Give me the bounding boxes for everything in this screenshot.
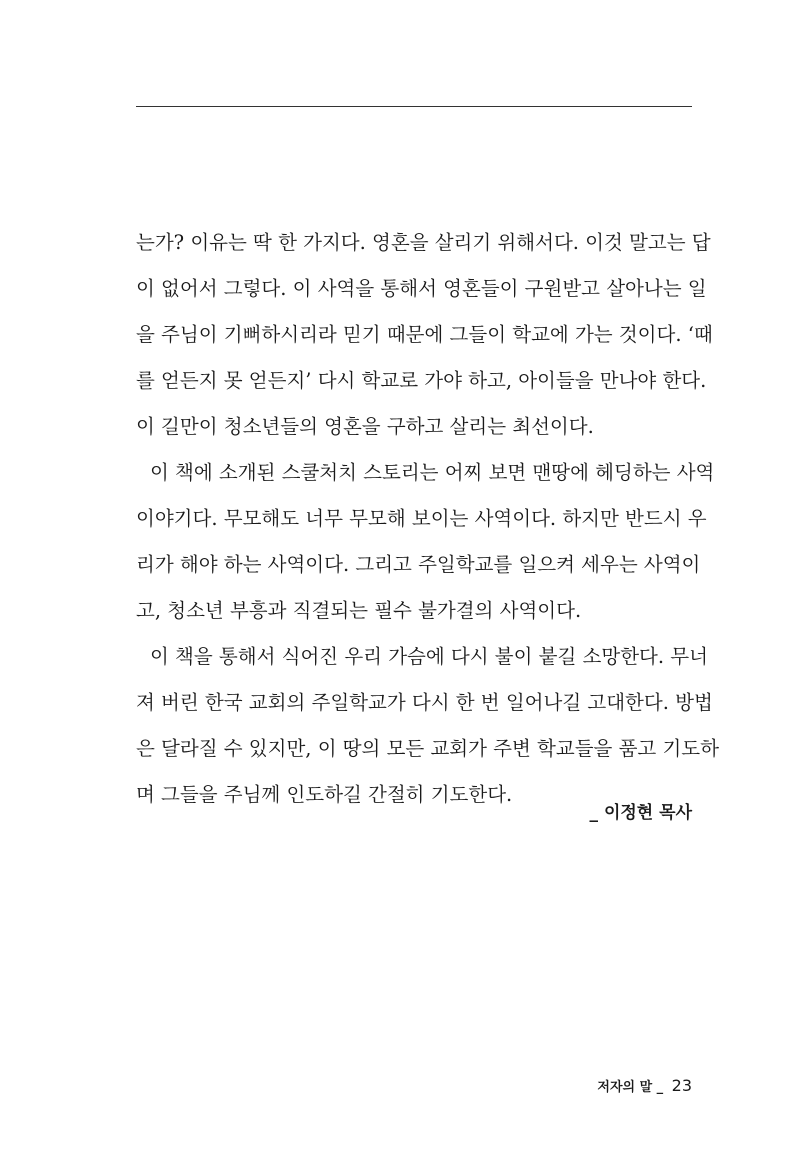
page-footer	[597, 1076, 692, 1095]
text-line: 을 주님이 기뻐하시리라 믿기 때문에 그들이 학교에 가는 것이다. ‘때	[136, 323, 713, 346]
section-title: 저자의 말 _	[597, 1080, 664, 1095]
body-text	[136, 220, 719, 818]
text-line: 를 얻든지 못 얻든지’ 다시 학교로 가야 하고, 아이들을 만나야 한다.	[136, 369, 707, 392]
text-line: 는가? 이유는 딱 한 가지다. 영혼을 살리기 위해서다. 이것 말고는 답	[136, 231, 711, 254]
text-line: 이야기다. 무모해도 너무 무모해 보이는 사역이다. 하지만 반드시 우	[136, 507, 707, 530]
text-line: 져 버린 한국 교회의 주일학교가 다시 한 번 일어나길 고대한다. 방법	[136, 691, 713, 714]
text-line: 이 책을 통해서 식어진 우리 가슴에 다시 불이 붙길 소망한다. 무너	[150, 645, 708, 668]
text-line: 리가 해야 하는 사역이다. 그리고 주일학교를 일으켜 세우는 사역이	[136, 553, 701, 576]
text-line: 이 책에 소개된 스쿨처치 스토리는 어찌 보면 맨땅에 헤딩하는 사역	[150, 461, 715, 484]
top-rule	[136, 106, 692, 107]
page-number: 23	[671, 1076, 692, 1095]
text-line: 고, 청소년 부흥과 직결되는 필수 불가결의 사역이다.	[136, 599, 582, 622]
text-line: 며 그들을 주님께 인도하길 간절히 기도한다.	[136, 783, 513, 806]
author-signature: _ 이정현 목사	[589, 803, 692, 823]
text-line: 이 길만이 청소년들의 영혼을 구하고 살리는 최선이다.	[136, 415, 594, 438]
text-line: 은 달라질 수 있지만, 이 땅의 모든 교회가 주변 학교들을 품고 기도하	[136, 737, 719, 760]
text-line: 이 없어서 그렇다. 이 사역을 통해서 영혼들이 구원받고 살아나는 일	[136, 277, 707, 300]
